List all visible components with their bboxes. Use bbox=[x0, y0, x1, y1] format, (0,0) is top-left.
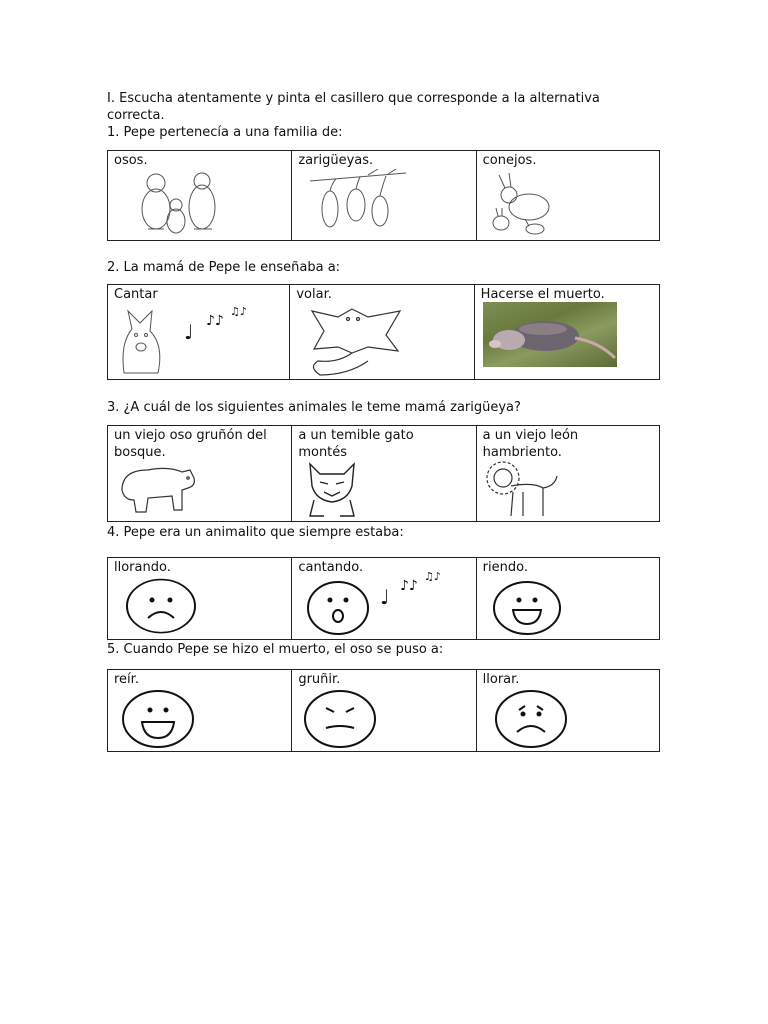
lion-icon bbox=[483, 458, 563, 520]
bears-family-icon bbox=[128, 169, 228, 239]
flying-squirrel-icon bbox=[308, 305, 408, 377]
singing-face-icon bbox=[304, 570, 464, 636]
instruction-line-2: correcta. bbox=[107, 108, 165, 123]
sad-face-icon bbox=[124, 578, 198, 634]
option-llorar[interactable] bbox=[477, 670, 659, 751]
option-grunir[interactable] bbox=[292, 670, 476, 751]
sad-face-icon bbox=[493, 688, 569, 750]
option-label: zarigüeyas. bbox=[298, 153, 374, 168]
option-conejos[interactable] bbox=[477, 151, 659, 240]
option-label: osos. bbox=[114, 153, 148, 168]
question-3-text: 3. ¿A cuál de los siguientes animales le teme mamá zarigüeya? bbox=[107, 400, 521, 415]
option-label: llorar. bbox=[482, 672, 520, 687]
option-volar[interactable] bbox=[290, 285, 474, 379]
question-1-text: 1. Pepe pertenecía a una familia de: bbox=[107, 125, 343, 140]
option-oso-grunon[interactable] bbox=[108, 426, 292, 521]
option-label: a un viejo león hambriento. bbox=[482, 428, 579, 460]
svg-text:♪♪: ♪♪ bbox=[400, 578, 419, 594]
question-2-options bbox=[107, 284, 660, 380]
option-osos[interactable] bbox=[108, 151, 292, 240]
question-3-options bbox=[107, 425, 660, 522]
question-4-options bbox=[107, 557, 660, 640]
option-label: conejos. bbox=[482, 153, 537, 168]
rabbits-icon bbox=[489, 173, 569, 239]
option-hacerse-el-muerto[interactable] bbox=[475, 285, 659, 379]
option-riendo[interactable] bbox=[477, 558, 659, 639]
wildcat-icon bbox=[304, 460, 360, 518]
question-2-text: 2. La mamá de Pepe le enseñaba a: bbox=[107, 260, 341, 275]
option-label: llorando. bbox=[114, 560, 171, 575]
laughing-face-icon bbox=[491, 578, 563, 636]
option-llorando[interactable] bbox=[108, 558, 292, 639]
option-cantando[interactable] bbox=[292, 558, 476, 639]
laughing-face-icon bbox=[120, 688, 196, 750]
option-label: Cantar bbox=[114, 287, 158, 302]
question-5-options bbox=[107, 669, 660, 752]
option-cantar[interactable] bbox=[108, 285, 290, 379]
opossum-figure bbox=[483, 302, 617, 367]
instruction-line-1: I. Escucha atentamente y pinta el casillero que corresponde a la alternativa bbox=[107, 91, 600, 106]
option-reir[interactable] bbox=[108, 670, 292, 751]
option-zarigueyas[interactable] bbox=[292, 151, 476, 240]
option-label: reír. bbox=[114, 672, 139, 687]
question-5-text: 5. Cuando Pepe se hizo el muerto, el oso se puso a: bbox=[107, 642, 444, 657]
option-label: gruñir. bbox=[298, 672, 341, 687]
option-label: riendo. bbox=[482, 560, 528, 575]
option-label: Hacerse el muerto. bbox=[480, 287, 605, 302]
option-leon-hambriento[interactable] bbox=[477, 426, 659, 521]
question-4-text: 4. Pepe era un animalito que siempre estaba: bbox=[107, 525, 404, 540]
angry-face-icon bbox=[302, 688, 378, 750]
singing-wolf-icon bbox=[114, 303, 264, 377]
svg-text:♪♪: ♪♪ bbox=[206, 313, 224, 329]
svg-text:♫♪: ♫♪ bbox=[230, 305, 247, 318]
opossum-photo bbox=[483, 302, 617, 367]
option-label: volar. bbox=[296, 287, 332, 302]
svg-text:♩: ♩ bbox=[380, 585, 390, 609]
option-label: a un temible gato montés bbox=[298, 428, 414, 460]
opossums-hanging-icon bbox=[308, 169, 408, 239]
question-1-options bbox=[107, 150, 660, 241]
svg-text:♩: ♩ bbox=[184, 320, 194, 344]
option-label: cantando. bbox=[298, 560, 364, 575]
svg-text:♫♪: ♫♪ bbox=[424, 570, 442, 583]
option-gato-montes[interactable] bbox=[292, 426, 476, 521]
bear-icon bbox=[118, 460, 198, 518]
option-label: un viejo oso gruñón del bosque. bbox=[114, 428, 267, 460]
